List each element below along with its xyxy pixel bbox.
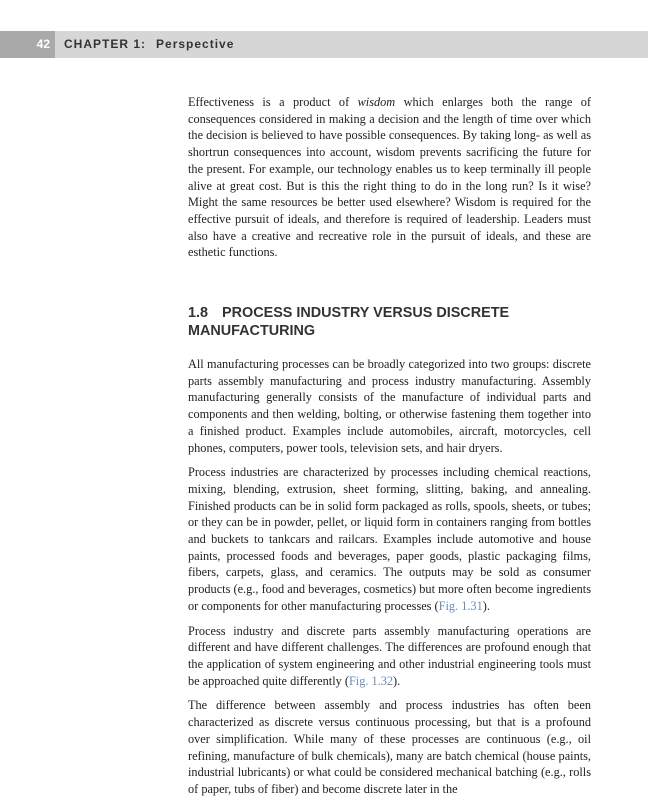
chapter-title: Perspective (156, 37, 235, 51)
paragraph-wisdom (188, 94, 591, 261)
emphasis-wisdom: wisdom (357, 95, 396, 109)
running-title (64, 31, 234, 58)
paragraph-differences (188, 623, 591, 690)
paragraph-process-industries (188, 464, 591, 614)
paragraph-categories: All manufacturing processes can be broadly categorized into two groups: discrete parts assembly manufacturing and process industry manufacturing. Assembly manufacturing generally consists of the manufacture of individual parts and components and then welding, bolting, or otherwise fastening them together into a finished product. Examples include automobiles, aircraft, motorcycles, cell phones, computers, power tools, television sets, and hair dryers. (188, 357, 591, 455)
paragraph-text: Process industry and discrete parts assembly manufacturing operations are different and have different challenges. The differences are profound enough that the application of system engineering and other industrial engineering tools must be approached quite differently ( (188, 623, 591, 688)
chapter-label: CHAPTER 1: (64, 37, 147, 51)
running-header (0, 31, 648, 58)
section-number: 1.8 (188, 305, 209, 322)
paragraph-text: Process industries are characterized by processes including chemical reactions, mixing, blending, extrusion, sheet forming, slitting, baking, and annealing. Finished products can be in solid form packaged as rolls, spools, sheets, or tubes; or they can be in powder, pellet, or liquid form in containers ranging from bottles and buckets to tankcars and railcars. Examples include automotive and house paints, processed foods and beverages, paper goods, plastic packaging films, fibers, carpets, glass, and ceramics. The outputs may be sold as consumer products (e.g., food and beverages, cosmetics) but more often become ingredients or components for other manufacturing processes ( (188, 465, 591, 613)
paragraph-discrete-vs-continuous: The difference between assembly and process industries has often been characterized as discrete versus continuous processing, but that is a profound over simplification. While many of these processes are continuous (e.g., oil refining, manufacture of bulk chemicals), many are batch chemical (house paints, industrial lubricants) or what could be considered mechanical batching (e.g., rolls of paper, tubs of fiber) and become discrete later in the (188, 698, 591, 796)
paragraph-text: ). (393, 673, 401, 688)
page-number: 42 (0, 31, 55, 58)
figure-link-1-32[interactable]: Fig. 1.32 (348, 673, 394, 688)
figure-link-1-31[interactable]: Fig. 1.31 (438, 598, 483, 613)
section-heading (188, 304, 591, 340)
page-body (188, 94, 591, 798)
paragraph-text: Effectiveness is a product of (188, 95, 358, 109)
paragraph-text: which enlarges both the range of consequences considered in making a decision and the length of time over which the decision is believed to have possible consequences. By taking long- as well as shortrun consequences into account, wisdom prevents sacrificing the future for the present. For example, our technology enables us to keep terminally ill people alive at great cost. But is this the right thing to do in the long run? Is it wise? Might the same resources be better used elsewhere? Wisdom is required for the effective pursuit of ideals, and therefore is required of leadership. Leaders must also have a creative and recreative role in the pursuit of ideals, and these are esthetic functions. (188, 95, 591, 260)
paragraph-text: ). (482, 598, 490, 613)
section-title: PROCESS INDUSTRY VERSUS DISCRETE MANUFACTURING (188, 305, 510, 340)
